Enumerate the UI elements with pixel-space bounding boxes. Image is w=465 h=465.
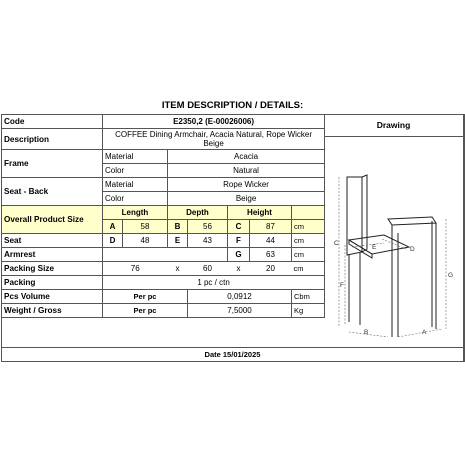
- chair-lines: [347, 175, 436, 337]
- weight-unit: Kg: [292, 304, 325, 318]
- seatback-label: Seat - Back: [2, 178, 103, 206]
- dim-b: [349, 332, 388, 337]
- armrest-top: [388, 217, 436, 225]
- volume-row: [2, 290, 325, 304]
- drawing-panel: [324, 114, 464, 362]
- description-value: COFFEE Dining Armchair, Acacia Natural, Rope Wicker Beige: [103, 129, 325, 150]
- drawing-title: Drawing: [324, 115, 463, 137]
- backrest-side: [362, 175, 367, 252]
- spec-sheet: [1, 114, 464, 361]
- weight-row: [2, 304, 325, 318]
- packing-size-x2: x: [228, 262, 250, 276]
- volume-value: 0,0912: [188, 290, 292, 304]
- seatback-material-value: Rope Wicker: [168, 178, 325, 192]
- weight-label: Weight / Gross: [2, 304, 103, 318]
- description-row: [2, 129, 325, 150]
- frame-color-value: Natural: [168, 164, 325, 178]
- seat-row: [2, 234, 325, 248]
- chair-drawing: [324, 137, 463, 337]
- frame-material-value: Acacia: [168, 150, 325, 164]
- size-c-value: 87: [250, 220, 292, 234]
- frame-color-attr: Color: [103, 164, 168, 178]
- weight-per: Per pc: [103, 304, 188, 318]
- packing-size-c: 20: [250, 262, 292, 276]
- packing-size-x1: x: [168, 262, 188, 276]
- size-header-row: [2, 206, 325, 220]
- label-f: F: [340, 282, 344, 289]
- seat-label: Seat: [2, 234, 103, 248]
- size-c-key: C: [228, 220, 250, 234]
- date-line: Date 15/01/2025: [1, 347, 464, 361]
- size-a-key: A: [103, 220, 123, 234]
- armrest-g-key: G: [228, 248, 250, 262]
- volume-per: Per pc: [103, 290, 188, 304]
- armrest-label: Armrest: [2, 248, 103, 262]
- packing-row: [2, 276, 325, 290]
- armrest-g-value: 63: [250, 248, 292, 262]
- seatback-color-attr: Color: [103, 192, 168, 206]
- label-g: G: [448, 272, 454, 279]
- armrest-unit: cm: [292, 248, 325, 262]
- label-a: A: [422, 329, 427, 336]
- frame-label: Frame: [2, 150, 103, 178]
- code-value: E2350,2 (E-00026006): [103, 115, 325, 129]
- code-row: [2, 115, 325, 129]
- size-a-value: 58: [123, 220, 168, 234]
- seatback-material-attr: Material: [103, 178, 168, 192]
- seatback-color-value: Beige: [168, 192, 325, 206]
- armrest-row: [2, 248, 325, 262]
- length-header: Length: [103, 206, 168, 220]
- seat-e-value: 43: [188, 234, 228, 248]
- size-b-key: B: [168, 220, 188, 234]
- armrest-blank: [103, 248, 228, 262]
- seat-unit: cm: [292, 234, 325, 248]
- packing-size-label: Packing Size: [2, 262, 103, 276]
- packing-size-a: 76: [103, 262, 168, 276]
- volume-unit: Cbm: [292, 290, 325, 304]
- packing-size-row: [2, 262, 325, 276]
- seat-f-key: F: [228, 234, 250, 248]
- packing-size-unit: cm: [292, 262, 325, 276]
- packing-label: Packing: [2, 276, 103, 290]
- description-label: Description: [2, 129, 103, 150]
- seat-d-value: 48: [123, 234, 168, 248]
- size-label: Overall Product Size: [2, 206, 103, 234]
- label-c: C: [334, 240, 339, 247]
- seat-top: [349, 235, 409, 254]
- size-b-value: 56: [188, 220, 228, 234]
- depth-header: Depth: [168, 206, 228, 220]
- seat-d-key: D: [103, 234, 123, 248]
- height-header: Height: [228, 206, 292, 220]
- spec-table: [1, 114, 325, 318]
- size-header-blank: [292, 206, 325, 220]
- seat-e-key: E: [168, 234, 188, 248]
- volume-label: Pcs Volume: [2, 290, 103, 304]
- label-d: D: [410, 246, 415, 253]
- size-unit: cm: [292, 220, 325, 234]
- seat-f-value: 44: [250, 234, 292, 248]
- page-title: ITEM DESCRIPTION / DETAILS:: [161, 100, 304, 111]
- seatback-material-row: [2, 178, 325, 192]
- code-label: Code: [2, 115, 103, 129]
- label-b: B: [364, 329, 369, 336]
- dim-a: [398, 329, 442, 337]
- packing-value: 1 pc / ctn: [103, 276, 325, 290]
- label-e: E: [372, 244, 377, 251]
- frame-material-attr: Material: [103, 150, 168, 164]
- frame-material-row: [2, 150, 325, 164]
- packing-size-b: 60: [188, 262, 228, 276]
- weight-value: 7,5000: [188, 304, 292, 318]
